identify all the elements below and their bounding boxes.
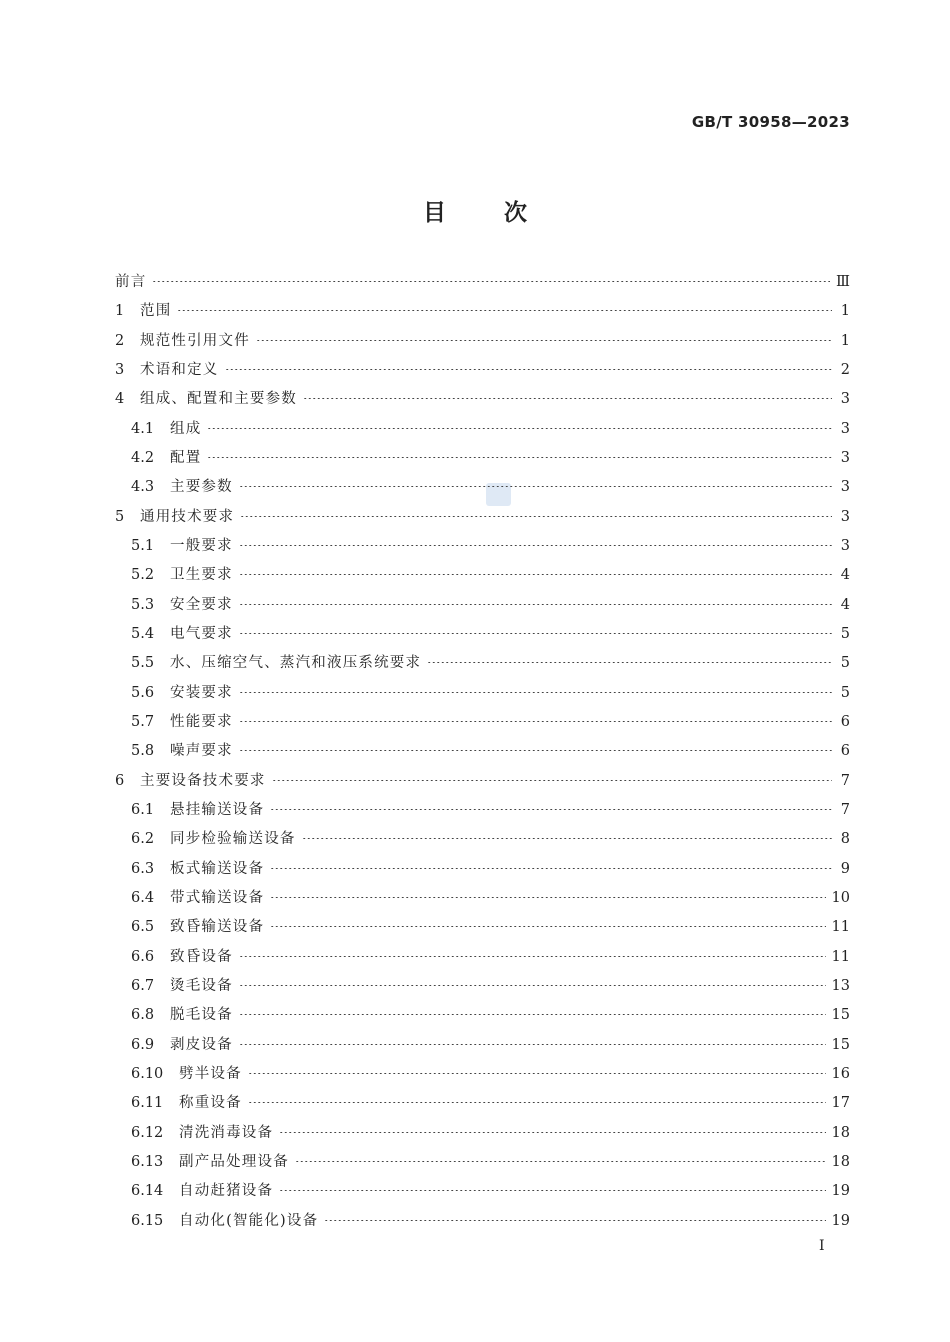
toc-entry-number: 4 [115, 391, 125, 408]
toc-entry[interactable] [115, 534, 850, 563]
page-number: I [819, 1238, 825, 1254]
toc-entry-number: 5.5 [131, 655, 155, 672]
toc-entry-number: 6.11 [131, 1095, 164, 1112]
toc-entry-label: 范围 [140, 303, 172, 320]
toc-entry-label: 同步检验输送设备 [170, 831, 296, 848]
dot-leader [239, 1014, 826, 1015]
toc-entry-number: 6.10 [131, 1065, 164, 1082]
dot-leader [270, 897, 825, 898]
dot-leader [324, 1220, 825, 1221]
toc-entry-label: 劈半设备 [179, 1065, 242, 1082]
toc-entry-page: 13 [831, 977, 850, 994]
toc-entry-page: 15 [831, 1007, 850, 1024]
toc-entry-number: 6.1 [131, 801, 155, 818]
toc-entry-label: 性能要求 [170, 713, 233, 730]
toc-entry-page: 3 [840, 537, 850, 554]
toc-entry[interactable] [115, 857, 850, 886]
dot-leader [152, 281, 830, 282]
toc-entry[interactable] [115, 651, 850, 680]
toc-entry-number: 5.2 [131, 567, 155, 584]
dot-leader [248, 1102, 826, 1103]
toc-entry-number: 6.12 [131, 1124, 164, 1141]
dot-leader [240, 516, 832, 517]
toc-entry[interactable] [115, 798, 850, 827]
toc-entry-number: 6 [115, 772, 125, 789]
toc-entry[interactable] [115, 358, 850, 387]
toc-entry-label: 清洗消毒设备 [179, 1124, 274, 1141]
toc-entry[interactable] [115, 1150, 850, 1179]
toc-entry-label: 板式输送设备 [170, 860, 265, 877]
toc-entry-number: 6.3 [131, 860, 155, 877]
toc-entry-label: 安装要求 [170, 684, 233, 701]
toc-entry-page: 3 [840, 420, 850, 437]
toc-entry-label: 主要参数 [170, 479, 233, 496]
toc-entry[interactable] [115, 387, 850, 416]
toc-entry[interactable] [115, 915, 850, 944]
toc-entry-label: 脱毛设备 [170, 1007, 233, 1024]
toc-entry[interactable] [115, 1179, 850, 1208]
toc-entry-label: 卫生要求 [170, 567, 233, 584]
dot-leader [239, 985, 826, 986]
dot-leader [279, 1132, 825, 1133]
toc-entry-label: 悬挂输送设备 [170, 801, 265, 818]
toc-entry-label: 前言 [115, 274, 147, 290]
toc-entry-page: 1 [840, 303, 850, 320]
dot-leader [270, 868, 832, 869]
toc-entry-page: 7 [840, 772, 850, 789]
dot-leader [427, 662, 832, 663]
toc-entry-number: 5.4 [131, 625, 155, 642]
toc-entry[interactable] [115, 270, 850, 299]
toc-entry-page: 6 [840, 743, 850, 760]
toc-entry-page: 2 [840, 361, 850, 378]
toc-entry-number: 5.7 [131, 713, 155, 730]
toc-entry-page: 5 [840, 625, 850, 642]
toc-entry-number: 6.5 [131, 919, 155, 936]
toc-entry[interactable] [115, 1062, 850, 1091]
toc-entry-number: 5.6 [131, 684, 155, 701]
toc-entry[interactable] [115, 739, 850, 768]
toc-entry[interactable] [115, 1209, 850, 1238]
toc-entry-label: 自动化(智能化)设备 [179, 1212, 319, 1229]
toc-entry[interactable] [115, 945, 850, 974]
toc-entry-number: 4.3 [131, 479, 155, 496]
toc-entry-page: 19 [831, 1183, 850, 1200]
toc-entry-label: 规范性引用文件 [140, 332, 250, 349]
toc-entry-number: 6.4 [131, 889, 155, 906]
toc-entry-label: 主要设备技术要求 [140, 772, 266, 789]
dot-leader [239, 574, 832, 575]
dot-leader [239, 545, 832, 546]
toc-entry-page: 16 [831, 1065, 850, 1082]
toc-entry-label: 致昏设备 [170, 948, 233, 965]
toc-entry-label: 剥皮设备 [170, 1036, 233, 1053]
toc-entry-number: 2 [115, 332, 125, 349]
toc-entry[interactable] [115, 710, 850, 739]
toc-entry-number: 6.7 [131, 977, 155, 994]
toc-entry-page: 1 [840, 332, 850, 349]
dot-leader [272, 780, 832, 781]
toc-title: 目次 [423, 200, 585, 226]
toc-entry-page: 6 [840, 713, 850, 730]
toc-entry-label: 组成、配置和主要参数 [140, 391, 297, 408]
toc-entry-label: 电气要求 [170, 625, 233, 642]
toc-entry-number: 6.2 [131, 831, 155, 848]
toc-entry[interactable] [115, 1033, 850, 1062]
toc-entry-page: 4 [840, 567, 850, 584]
toc-entry-label: 术语和定义 [140, 361, 219, 378]
dot-leader [225, 369, 833, 370]
toc-entry[interactable] [115, 974, 850, 1003]
toc-entry-page: 5 [840, 684, 850, 701]
toc-entry-page: 10 [831, 889, 850, 906]
toc-entry[interactable] [115, 475, 850, 504]
dot-leader [239, 486, 832, 487]
toc-entry-number: 5.3 [131, 596, 155, 613]
toc-entry-number: 6.8 [131, 1007, 155, 1024]
toc-entry[interactable] [115, 1121, 850, 1150]
dot-leader [239, 750, 832, 751]
toc-entry[interactable] [115, 827, 850, 856]
toc-entry-number: 6.14 [131, 1183, 164, 1200]
toc-entry-label: 致昏输送设备 [170, 919, 265, 936]
dot-leader [207, 457, 832, 458]
dot-leader [302, 838, 832, 839]
toc-entry-label: 水、压缩空气、蒸汽和液压系统要求 [170, 655, 422, 672]
toc-entry[interactable] [115, 505, 850, 534]
toc-entry-page: 8 [840, 831, 850, 848]
table-of-contents [115, 270, 850, 1238]
dot-leader [279, 1190, 825, 1191]
toc-entry-label: 副产品处理设备 [179, 1153, 289, 1170]
dot-leader [295, 1161, 826, 1162]
toc-entry[interactable] [115, 622, 850, 651]
toc-entry-number: 4.1 [131, 420, 155, 437]
toc-entry-page: 18 [831, 1124, 850, 1141]
dot-leader [239, 721, 832, 722]
toc-entry[interactable] [115, 1003, 850, 1032]
toc-entry-number: 6.13 [131, 1153, 164, 1170]
toc-entry[interactable] [115, 299, 850, 328]
toc-entry-number: 5.8 [131, 743, 155, 760]
toc-entry-page: 15 [831, 1036, 850, 1053]
toc-entry-page: 11 [831, 919, 850, 936]
toc-entry-label: 自动赶猪设备 [179, 1183, 274, 1200]
toc-entry-number: 6.9 [131, 1036, 155, 1053]
toc-entry[interactable] [115, 563, 850, 592]
toc-entry-number: 4.2 [131, 449, 155, 466]
toc-entry-page: 11 [831, 948, 850, 965]
toc-entry[interactable] [115, 886, 850, 915]
toc-entry-page: 3 [840, 508, 850, 525]
dot-leader [256, 340, 832, 341]
toc-entry-page: 3 [840, 449, 850, 466]
toc-entry-label: 组成 [170, 420, 202, 437]
toc-entry-page: 7 [840, 801, 850, 818]
toc-entry-label: 安全要求 [170, 596, 233, 613]
dot-leader [239, 1044, 826, 1045]
toc-entry-label: 噪声要求 [170, 743, 233, 760]
standard-code: GB/T 30958—2023 [691, 113, 850, 131]
toc-entry[interactable] [115, 593, 850, 622]
dot-leader [239, 692, 832, 693]
toc-entry[interactable] [115, 769, 850, 798]
toc-entry-label: 称重设备 [179, 1095, 242, 1112]
dot-leader [270, 809, 832, 810]
toc-entry-page: 19 [831, 1212, 850, 1229]
toc-entry-number: 6.6 [131, 948, 155, 965]
dot-leader [248, 1073, 826, 1074]
toc-entry[interactable] [115, 329, 850, 358]
toc-entry-page: 17 [831, 1095, 850, 1112]
toc-entry-page: Ⅲ [836, 274, 850, 290]
toc-entry[interactable] [115, 446, 850, 475]
dot-leader [177, 310, 832, 311]
toc-entry-page: 5 [840, 655, 850, 672]
toc-entry-label: 配置 [170, 449, 202, 466]
dot-leader [207, 428, 832, 429]
toc-entry-label: 通用技术要求 [140, 508, 235, 525]
toc-entry[interactable] [115, 417, 850, 446]
toc-entry-page: 4 [840, 596, 850, 613]
dot-leader [239, 604, 832, 605]
toc-entry-label: 带式输送设备 [170, 889, 265, 906]
toc-entry-number: 6.15 [131, 1212, 164, 1229]
dot-leader [303, 398, 832, 399]
toc-entry[interactable] [115, 681, 850, 710]
toc-entry-label: 烫毛设备 [170, 977, 233, 994]
dot-leader [239, 956, 826, 957]
dot-leader [270, 926, 825, 927]
toc-entry-page: 18 [831, 1153, 850, 1170]
toc-entry[interactable] [115, 1091, 850, 1120]
dot-leader [239, 633, 832, 634]
toc-entry-page: 3 [840, 391, 850, 408]
toc-entry-page: 3 [840, 479, 850, 496]
toc-entry-number: 5 [115, 508, 125, 525]
toc-entry-label: 一般要求 [170, 537, 233, 554]
toc-entry-number: 5.1 [131, 537, 155, 554]
toc-entry-page: 9 [840, 860, 850, 877]
toc-entry-number: 3 [115, 361, 125, 378]
toc-entry-number: 1 [115, 303, 125, 320]
